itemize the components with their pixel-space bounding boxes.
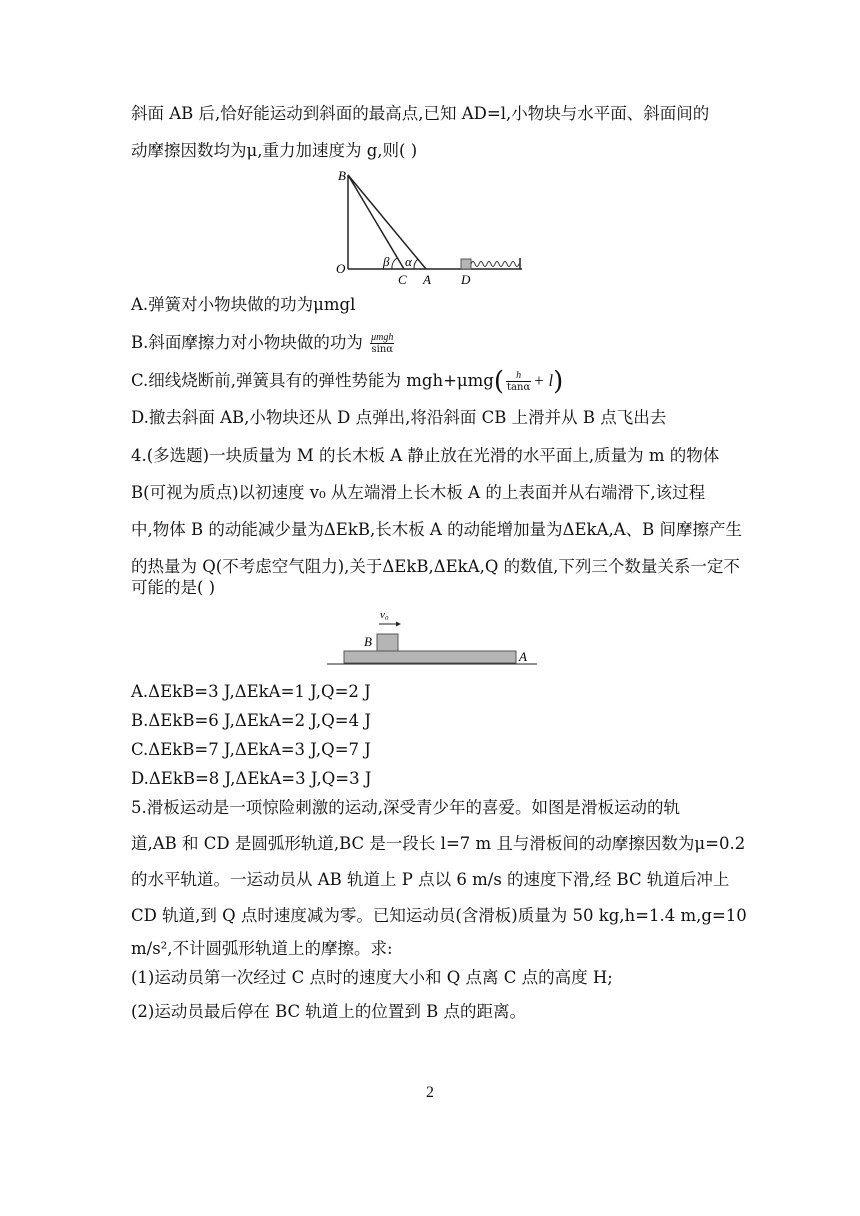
q5-line-1: 5.滑板运动是一项惊险刺激的运动,深受青少年的喜爱。如图是滑板运动的轨 <box>131 798 680 817</box>
q5-line-7: (2)运动员最后停在 BC 轨道上的位置到 B 点的距离。 <box>131 1002 527 1021</box>
fig1-label-C: C <box>398 272 407 287</box>
q4-line-4: 的热量为 Q(不考虑空气阻力),关于ΔEkB,ΔEkA,Q 的数值,下列三个数量关系一定不 <box>131 557 740 576</box>
q5-line-3: 的水平轨道。一运动员从 AB 轨道上 P 点以 6 m/s 的速度下滑,经 BC 轨道后冲上 <box>131 870 730 889</box>
q3-option-b-denominator: sinα <box>371 344 394 355</box>
fig2-label-v0: v₀ <box>380 609 389 621</box>
q3-option-c-fraction <box>506 370 531 393</box>
fig1-label-B: B <box>338 168 346 183</box>
q4-option-d: D.ΔEkB=8 J,ΔEkA=3 J,Q=3 J <box>131 769 372 788</box>
fig1-label-beta: β <box>383 254 390 269</box>
q5-line-4: CD 轨道,到 Q 点时速度减为零。已知运动员(含滑板)质量为 50 kg,h=1.4 m,g=10 <box>131 906 747 925</box>
q3-option-b-text: B.斜面摩擦力对小物块做的功为 <box>131 333 363 352</box>
q3-option-b-fraction <box>370 332 394 355</box>
fig1-label-A: A <box>423 272 431 287</box>
intro-line-2: 动摩擦因数均为μ,重力加速度为 g,则( ) <box>131 141 418 160</box>
figure-incline-spring <box>330 165 530 290</box>
fig1-label-alpha: α <box>405 254 412 269</box>
fig2-label-A: A <box>519 649 527 664</box>
q3-option-c-numerator: h <box>506 370 531 382</box>
figure-board-block <box>325 605 540 670</box>
q4-line-3: 中,物体 B 的动能减少量为ΔEkB,长木板 A 的动能增加量为ΔEkA,A、B 间摩擦产生 <box>131 520 742 539</box>
q4-option-b: B.ΔEkB=6 J,ΔEkA=2 J,Q=4 J <box>131 711 371 730</box>
q5-line-6: (1)运动员第一次经过 C 点时的速度大小和 Q 点离 C 点的高度 H; <box>131 968 613 987</box>
q3-option-a: A.弹簧对小物块做的功为μmgl <box>131 295 356 314</box>
fig2-label-B: B <box>364 634 372 649</box>
q3-option-c-tail: + l <box>533 371 554 390</box>
q3-option-b <box>131 332 396 355</box>
q5-line-2: 道,AB 和 CD 是圆弧形轨道,BC 是一段长 l=7 m 且与滑板间的动摩擦因数为μ=0.2 <box>131 834 746 853</box>
fig1-label-D: D <box>461 272 471 287</box>
q4-line-2: B(可视为质点)以初速度 v₀ 从左端滑上长木板 A 的上表面并从右端滑下,该过程 <box>131 483 706 502</box>
q4-line-1: 4.(多选题)一块质量为 M 的长木板 A 静止放在光滑的水平面上,质量为 m 的物体 <box>131 446 720 465</box>
q3-option-b-numerator: μmgh <box>371 332 394 343</box>
fig1-label-O: O <box>336 261 346 276</box>
q5-line-5: m/s²,不计圆弧形轨道上的摩擦。求: <box>131 939 393 958</box>
page-number: 2 <box>426 1084 434 1101</box>
q3-option-c: C.细线烧断前,弹簧具有的弹性势能为 mgh+μmg( $\frac{h}{\tan\alpha}$ + l) <box>131 366 564 397</box>
q3-option-c-text: C.细线烧断前,弹簧具有的弹性势能为 mgh+μmg <box>131 371 494 390</box>
q3-option-d: D.撤去斜面 AB,小物块还从 D 点弹出,将沿斜面 CB 上滑并从 B 点飞出去 <box>131 408 667 427</box>
q4-line-5: 可能的是( ) <box>131 578 216 597</box>
q3-option-c-denominator: tanα <box>507 382 531 393</box>
q4-option-a: A.ΔEkB=3 J,ΔEkA=1 J,Q=2 J <box>131 682 371 701</box>
intro-line-1: 斜面 AB 后,恰好能运动到斜面的最高点,已知 AD=l,小物块与水平面、斜面间的 <box>131 104 710 123</box>
q4-option-c: C.ΔEkB=7 J,ΔEkA=3 J,Q=7 J <box>131 740 371 759</box>
